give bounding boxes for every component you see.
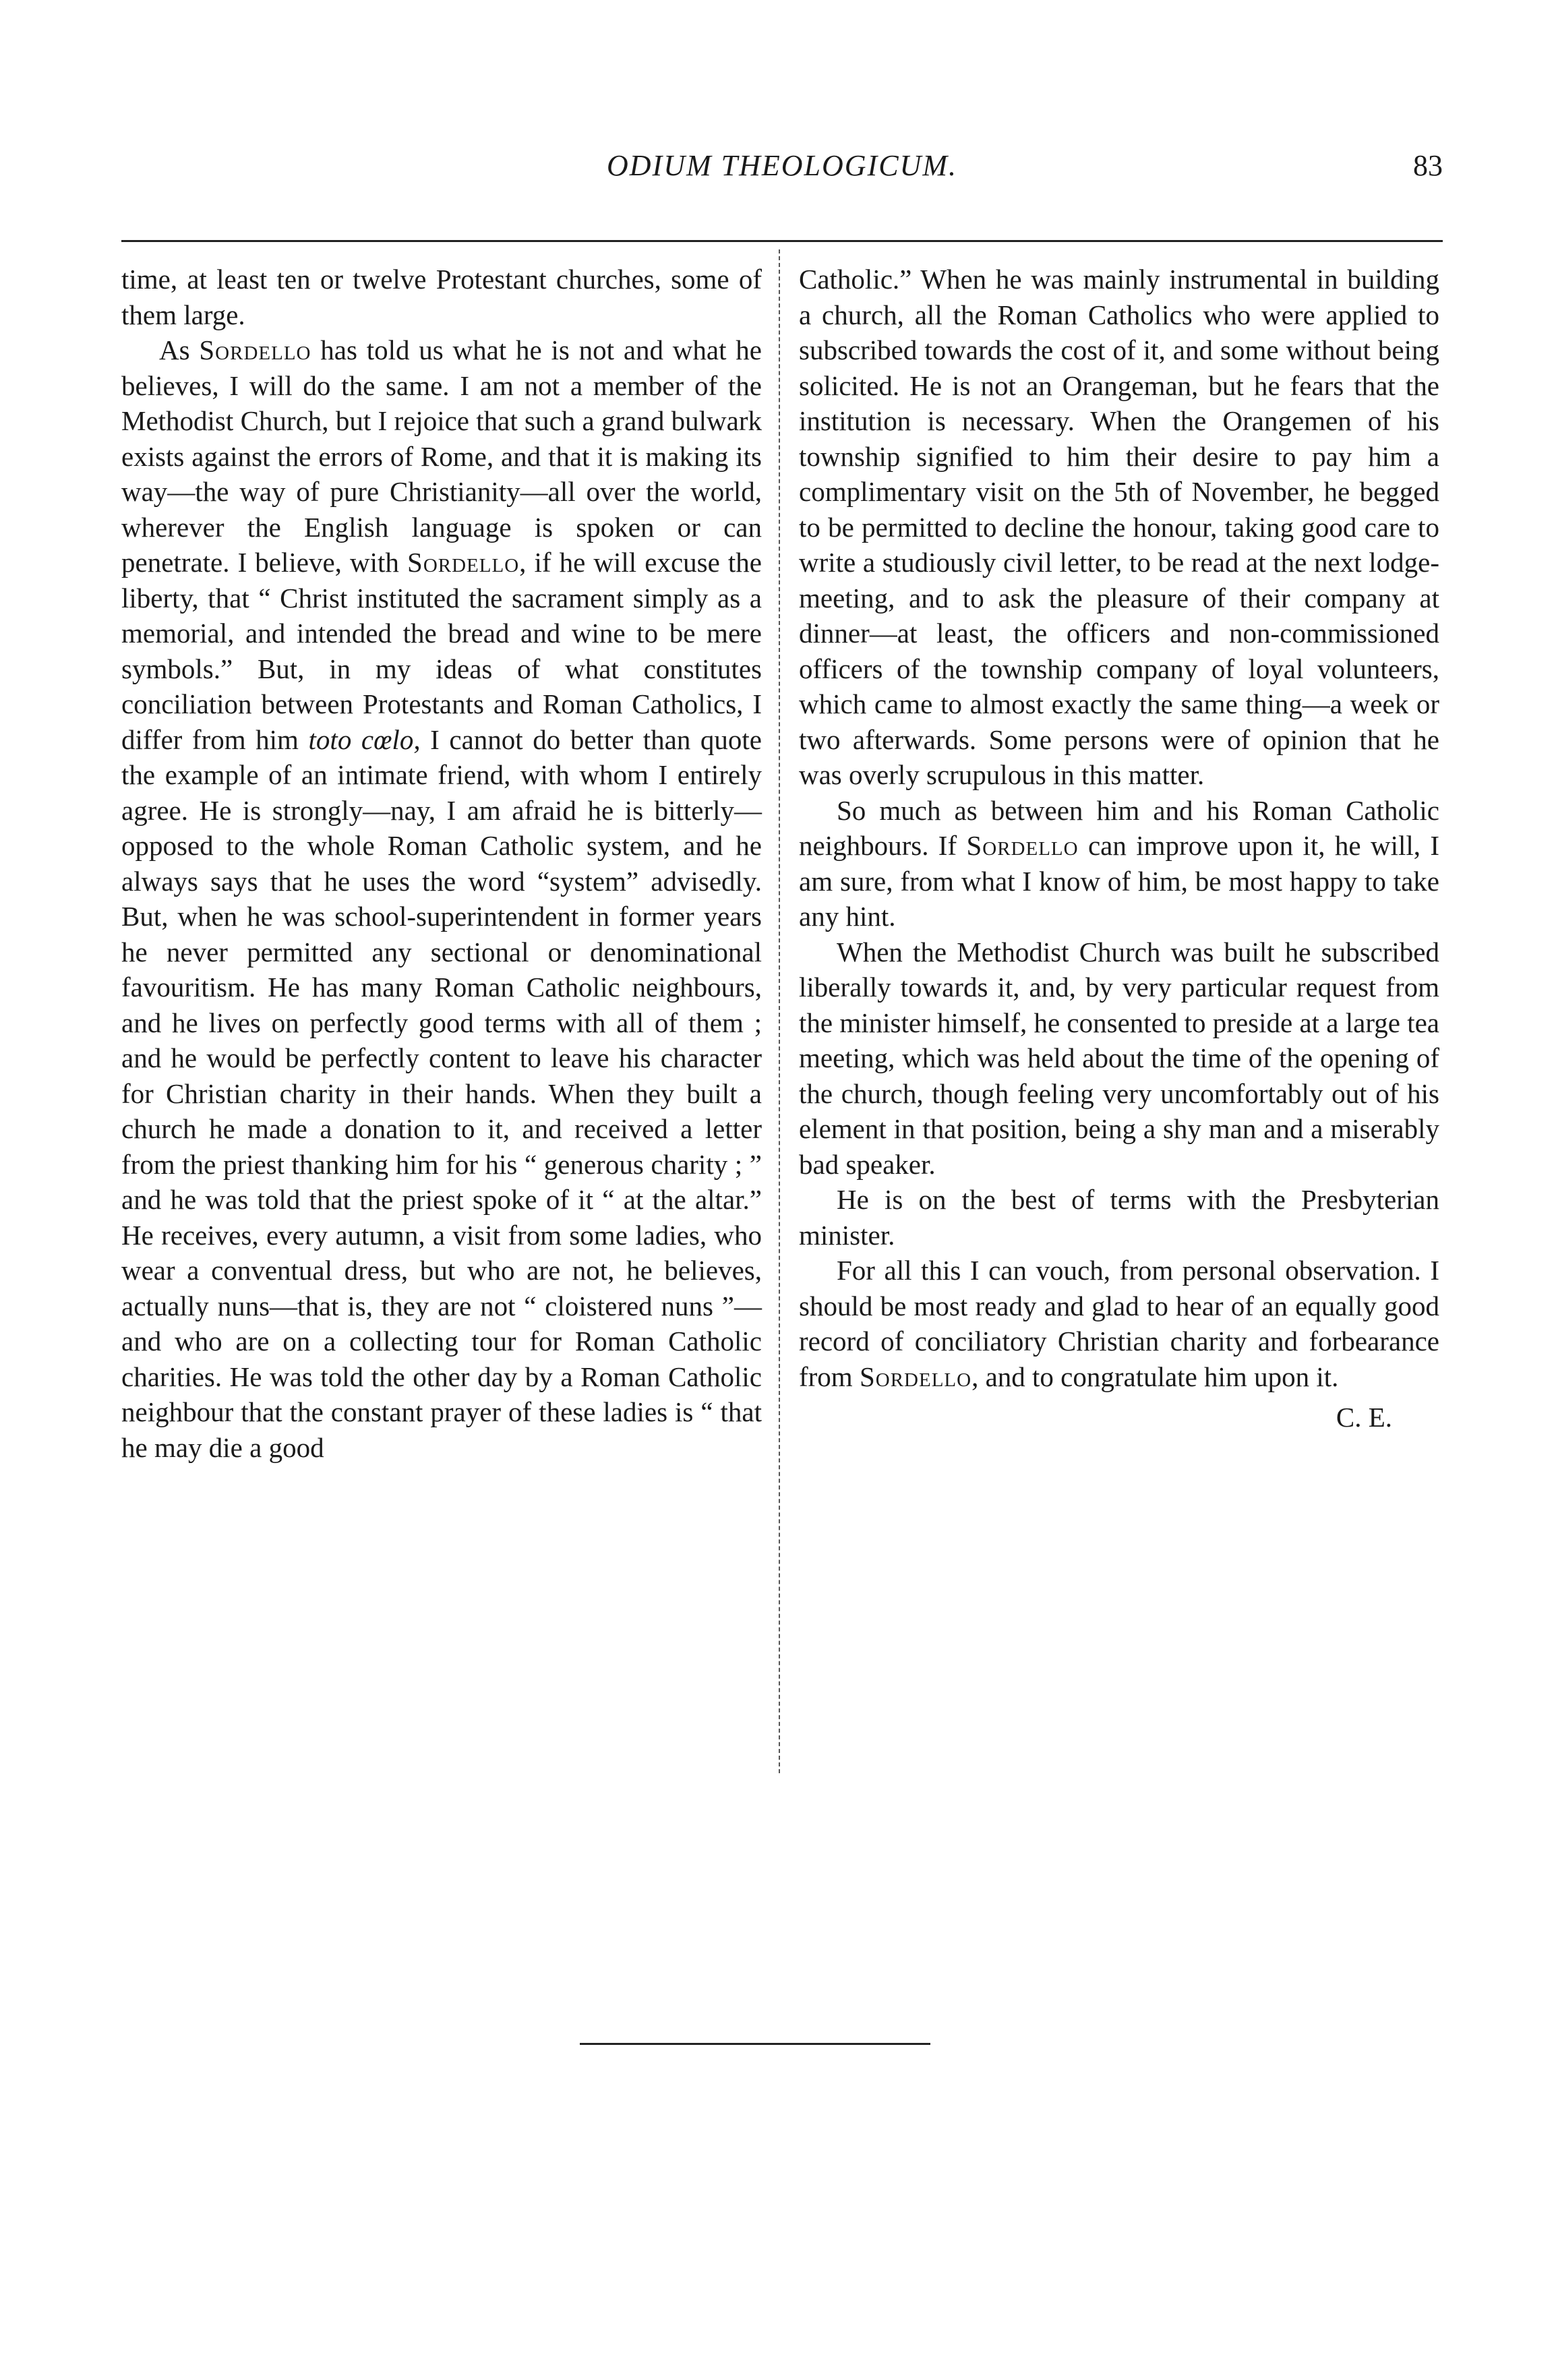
text-run: , and to congratulate him upon it. [971,1361,1339,1392]
page-header [121,148,1443,202]
text-run: can improve upon it, he will, I am sure, from what I know of him, be most happy to take any hint. [799,830,1439,932]
paragraph [121,332,762,1465]
header-rule [121,240,1443,242]
text-run: So much as between him and his Roman Catholic neighbours. If [799,794,1439,861]
column-divider [779,249,780,1773]
signature: C. E. [1336,1402,1392,1433]
paragraph: He is on the best of terms with the Presbyterian minister. [799,1184,1439,1251]
paragraph: time, at least ten or twelve Protestant churches, some of them large. [121,264,762,330]
name-sordello: Sordello [859,1361,972,1392]
text-run: For all this I can vouch, from personal observation. I should be most ready and glad to hear of an equally good record of conciliatory Christian charity and forbearance from [799,1255,1439,1392]
running-head: ODIUM THEOLOGICUM. [607,149,957,182]
end-rule [580,2043,930,2045]
paragraph: When the Methodist Church was built he subscribed liberally towards it, and, by very particular request from the minister himself, he consented to preside at a large tea meeting, which was held about the time of the opening of the church, though feeling very uncomfortably out of his element in that position, being a shy man and a miserably bad speaker. [799,936,1439,1180]
left-column [121,262,762,1465]
text-run: As [159,334,200,365]
text-run: I cannot do better than quote the example of an intimate friend, with whom I entirely agree. He is strongly—nay, I am afraid he is bitterly—opposed to the whole Roman Catholic system, and he always says that he uses the word “system” advisedly. But, when he was school-superintendent in former years he never permitted any sectional or denominational favouritism. He has many Roman Catholic neighbours, and he lives on perfectly good terms with all of them ; and he would be perfectly content to leave his character for Christian charity in their hands. When they built a church he made a donation to it, and received a letter from the priest thanking him for his “ generous charity ; ” and he was told that the priest spoke of it “ at the altar.” He receives, every autumn, a visit from some ladies, who wear a conventual dress, but who are not, he believes, actually nuns—that is, they are not “ cloistered nuns ”—and who are on a collecting tour for Roman Catholic charities. He was told the other day by a Roman Catholic neighbour that the constant prayer of these ladies is “ that he may die a good [121,723,762,1463]
latin-phrase: toto cœlo, [308,723,421,755]
name-sordello: Sordello [966,830,1079,861]
page-number: 83 [1413,149,1443,182]
text-run: , if he will excuse the liberty, that “ Christ instituted the sacrament simply as a memorial, and intended the bread and wine to be mere symbols.” But, in my ideas of what constitutes conciliation between Protestants and Roman Catholics, I differ from him [121,547,762,755]
right-column [799,262,1439,1435]
paragraph [799,1253,1439,1394]
paragraph: Catholic.” When he was mainly instrumental in building a church, all the Roman Catholics who were applied to subscribed towards the cost of it, and some without being solicited. He is not an Orangeman, but he fears that the institution is necessary. When the Orangemen of his township signified to him their desire to pay him a complimentary visit on the 5th of November, he begged to be permitted to decline the honour, taking good care to write a studiously civil letter, to be read at the next lodge-meeting, and to ask the pleasure of their company at dinner—at least, the officers and non-commissioned officers of the township company of loyal volunteers, which came to almost exactly the same thing—a week or two afterwards. Some persons were of opinion that he was overly scrupulous in this matter. [799,264,1439,790]
text-run: has told us what he is not and what he believes, I will do the same. I am not a member of the Methodist Church, but I rejoice that such a grand bulwark exists against the errors of Rome, and that it is making its way—the way of pure Christianity—all over the world, wherever the English language is spoken or can penetrate. I believe, with [121,334,762,578]
paragraph [799,793,1439,934]
name-sordello: Sordello [407,547,520,578]
name-sordello: Sordello [199,334,311,365]
